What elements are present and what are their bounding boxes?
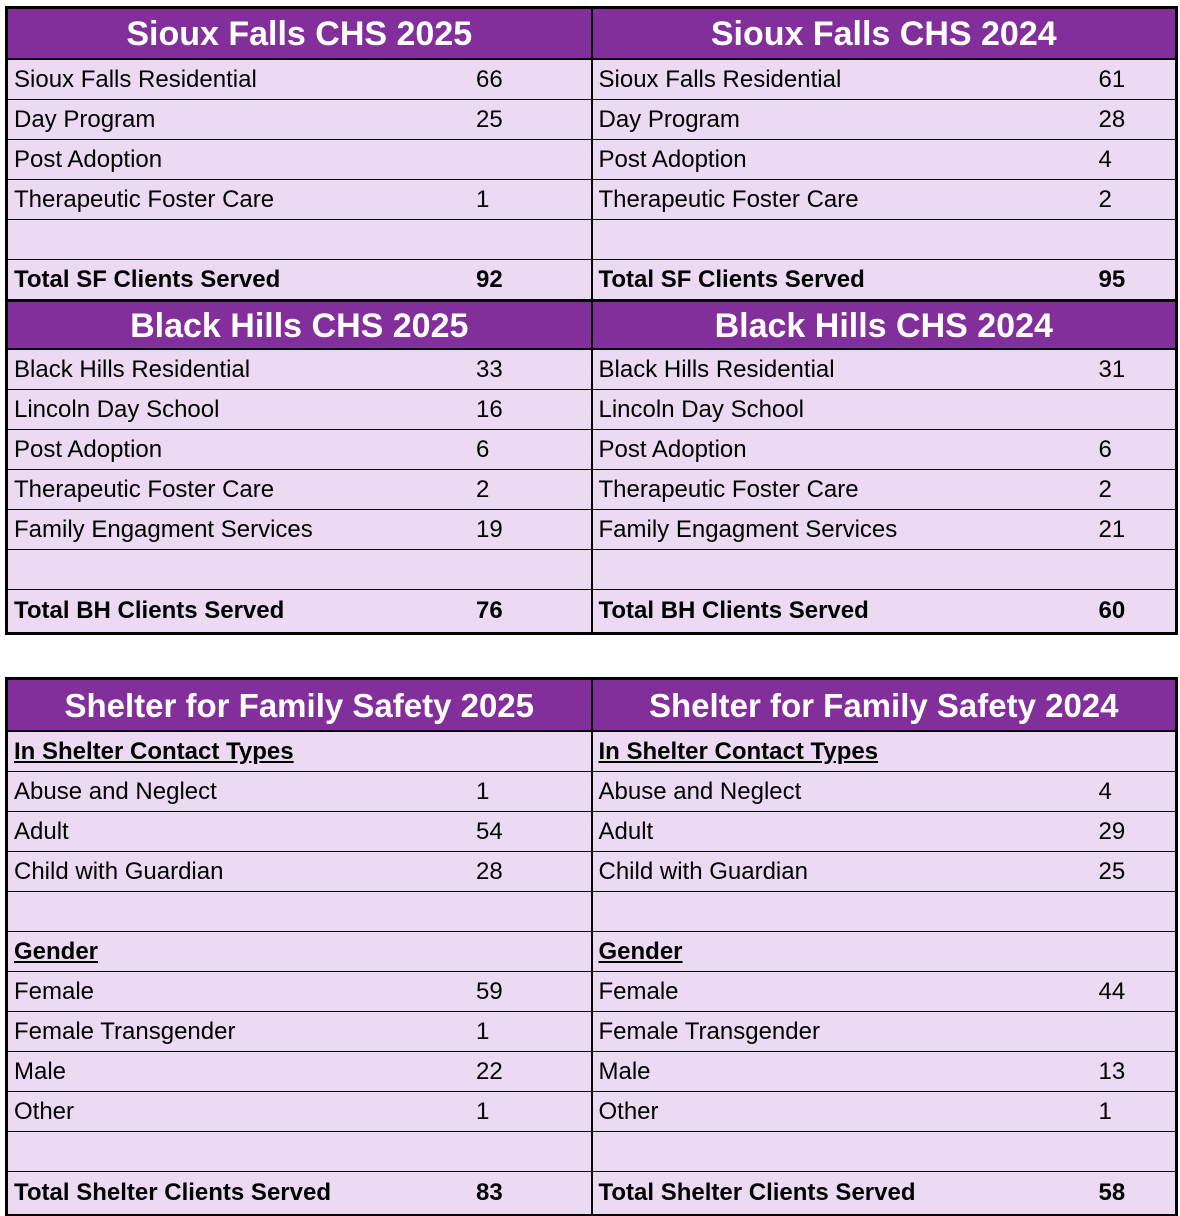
row-value: 28 (1098, 105, 1126, 133)
row-label: Lincoln Day School (598, 395, 804, 423)
shelter-2025-title: Shelter for Family Safety 2025 (8, 680, 591, 732)
chs-2024-column (591, 9, 1176, 632)
table-row (8, 852, 591, 892)
row-value: 54 (476, 817, 503, 845)
table-row (8, 1052, 591, 1092)
table-row (8, 390, 591, 430)
section-heading-row (593, 732, 1176, 772)
table-row (593, 350, 1176, 390)
table-row (593, 140, 1176, 180)
total-row (593, 260, 1176, 302)
table-row (8, 1012, 591, 1052)
table-row (593, 972, 1176, 1012)
row-value: 31 (1098, 355, 1126, 383)
gender-heading: Gender (598, 937, 683, 965)
row-label: Family Engagment Services (598, 515, 898, 543)
row-label: Child with Guardian (14, 857, 224, 885)
row-label: Female Transgender (598, 1017, 820, 1045)
row-label: Abuse and Neglect (598, 777, 802, 805)
row-label: Therapeutic Foster Care (14, 185, 275, 213)
section-heading-row (8, 932, 591, 972)
row-label: Female Transgender (14, 1017, 236, 1045)
table-row (593, 852, 1176, 892)
row-value: 66 (476, 65, 503, 93)
row-value: 2 (476, 475, 490, 503)
row-value: 61 (1098, 65, 1126, 93)
row-label: Family Engagment Services (14, 515, 313, 543)
table-row-empty (593, 1132, 1176, 1172)
table-row (593, 100, 1176, 140)
table-row (593, 510, 1176, 550)
table-row (8, 100, 591, 140)
total-value: 83 (476, 1179, 503, 1206)
bh-2024-title: Black Hills CHS 2024 (593, 302, 1176, 350)
sf-2025-title: Sioux Falls CHS 2025 (8, 9, 591, 60)
table-row (593, 1052, 1176, 1092)
row-value: 33 (476, 355, 503, 383)
row-label: Post Adoption (598, 145, 747, 173)
row-label: Lincoln Day School (14, 395, 220, 423)
table-row (8, 430, 591, 470)
row-value: 1 (476, 185, 490, 213)
total-value: 76 (476, 597, 503, 624)
row-label: Other (598, 1097, 659, 1125)
table-row (593, 430, 1176, 470)
table-row-empty (8, 220, 591, 260)
total-row (593, 590, 1176, 632)
shelter-2024-column (591, 680, 1176, 1214)
table-row (8, 350, 591, 390)
row-value: 44 (1098, 977, 1126, 1005)
row-value: 4 (1098, 145, 1112, 173)
row-label: Male (14, 1057, 67, 1085)
total-row (8, 1172, 591, 1214)
row-label: Black Hills Residential (14, 355, 251, 383)
row-label: Adult (598, 817, 654, 845)
row-label: Abuse and Neglect (14, 777, 217, 805)
table-row (8, 470, 591, 510)
table-row-empty (8, 1132, 591, 1172)
shelter-2024-title: Shelter for Family Safety 2024 (593, 680, 1176, 732)
row-label: Female (14, 977, 95, 1005)
shelter-2025-column (8, 680, 591, 1214)
contact-types-heading: In Shelter Contact Types (598, 737, 879, 765)
row-value: 4 (1098, 777, 1112, 805)
row-value: 2 (1098, 475, 1112, 503)
total-value: 58 (1098, 1179, 1126, 1206)
total-label: Total Shelter Clients Served (14, 1179, 331, 1206)
row-label: Other (14, 1097, 75, 1125)
table-row (8, 772, 591, 812)
row-label: Post Adoption (598, 435, 747, 463)
contact-types-heading: In Shelter Contact Types (14, 737, 294, 765)
table-row-empty (593, 892, 1176, 932)
total-value: 60 (1098, 597, 1126, 624)
total-row (8, 590, 591, 632)
table-row (593, 180, 1176, 220)
total-label: Total Shelter Clients Served (598, 1179, 916, 1206)
row-label: Day Program (14, 105, 156, 133)
table-row (8, 510, 591, 550)
row-label: Therapeutic Foster Care (14, 475, 275, 503)
gender-heading: Gender (14, 937, 99, 965)
total-value: 95 (1098, 265, 1126, 293)
row-label: Day Program (598, 105, 740, 133)
row-value: 6 (476, 435, 490, 463)
row-value: 21 (1098, 515, 1126, 543)
table-row-empty (8, 550, 591, 590)
row-value: 28 (476, 857, 503, 885)
sf-2024-title: Sioux Falls CHS 2024 (593, 9, 1176, 60)
total-label: Total BH Clients Served (14, 597, 285, 624)
total-label: Total SF Clients Served (598, 265, 865, 293)
table-row (593, 1012, 1176, 1052)
table-row-empty (593, 220, 1176, 260)
row-value: 25 (476, 105, 503, 133)
table-row (8, 180, 591, 220)
row-label: Black Hills Residential (598, 355, 835, 383)
row-label: Therapeutic Foster Care (598, 185, 859, 213)
row-value: 13 (1098, 1057, 1126, 1085)
row-label: Post Adoption (14, 435, 163, 463)
section-heading-row (593, 932, 1176, 972)
table-row (8, 1092, 591, 1132)
bh-2025-title: Black Hills CHS 2025 (8, 302, 591, 350)
row-value: 59 (476, 977, 503, 1005)
row-label: Child with Guardian (598, 857, 808, 885)
row-label: Post Adoption (14, 145, 163, 173)
table-row (593, 1092, 1176, 1132)
row-label: Sioux Falls Residential (598, 65, 842, 93)
row-value: 1 (476, 777, 490, 805)
table-row (593, 470, 1176, 510)
table-row (593, 60, 1176, 100)
table-row-empty (8, 892, 591, 932)
table-row (593, 772, 1176, 812)
row-value: 2 (1098, 185, 1112, 213)
table-row (593, 390, 1176, 430)
row-value: 1 (1098, 1097, 1112, 1125)
row-value: 22 (476, 1057, 503, 1085)
table-row (593, 812, 1176, 852)
table-row (8, 140, 591, 180)
total-row (8, 260, 591, 302)
row-label: Therapeutic Foster Care (598, 475, 859, 503)
total-label: Total SF Clients Served (14, 265, 281, 293)
row-label: Adult (14, 817, 69, 845)
row-value: 29 (1098, 817, 1126, 845)
row-value: 6 (1098, 435, 1112, 463)
shelter-table-block (5, 677, 1178, 1216)
chs-2025-column (8, 9, 591, 632)
table-row-empty (593, 550, 1176, 590)
table-row (8, 60, 591, 100)
row-value: 1 (476, 1097, 490, 1125)
total-value: 92 (476, 265, 503, 293)
row-label: Sioux Falls Residential (14, 65, 257, 93)
table-row (8, 812, 591, 852)
row-value: 25 (1098, 857, 1126, 885)
row-value: 1 (476, 1017, 490, 1045)
row-label: Female (598, 977, 679, 1005)
section-heading-row (8, 732, 591, 772)
row-value: 16 (476, 395, 503, 423)
row-value: 19 (476, 515, 503, 543)
total-label: Total BH Clients Served (598, 597, 869, 624)
row-label: Male (598, 1057, 651, 1085)
chs-table-block (5, 6, 1178, 635)
total-row (593, 1172, 1176, 1214)
table-row (8, 972, 591, 1012)
